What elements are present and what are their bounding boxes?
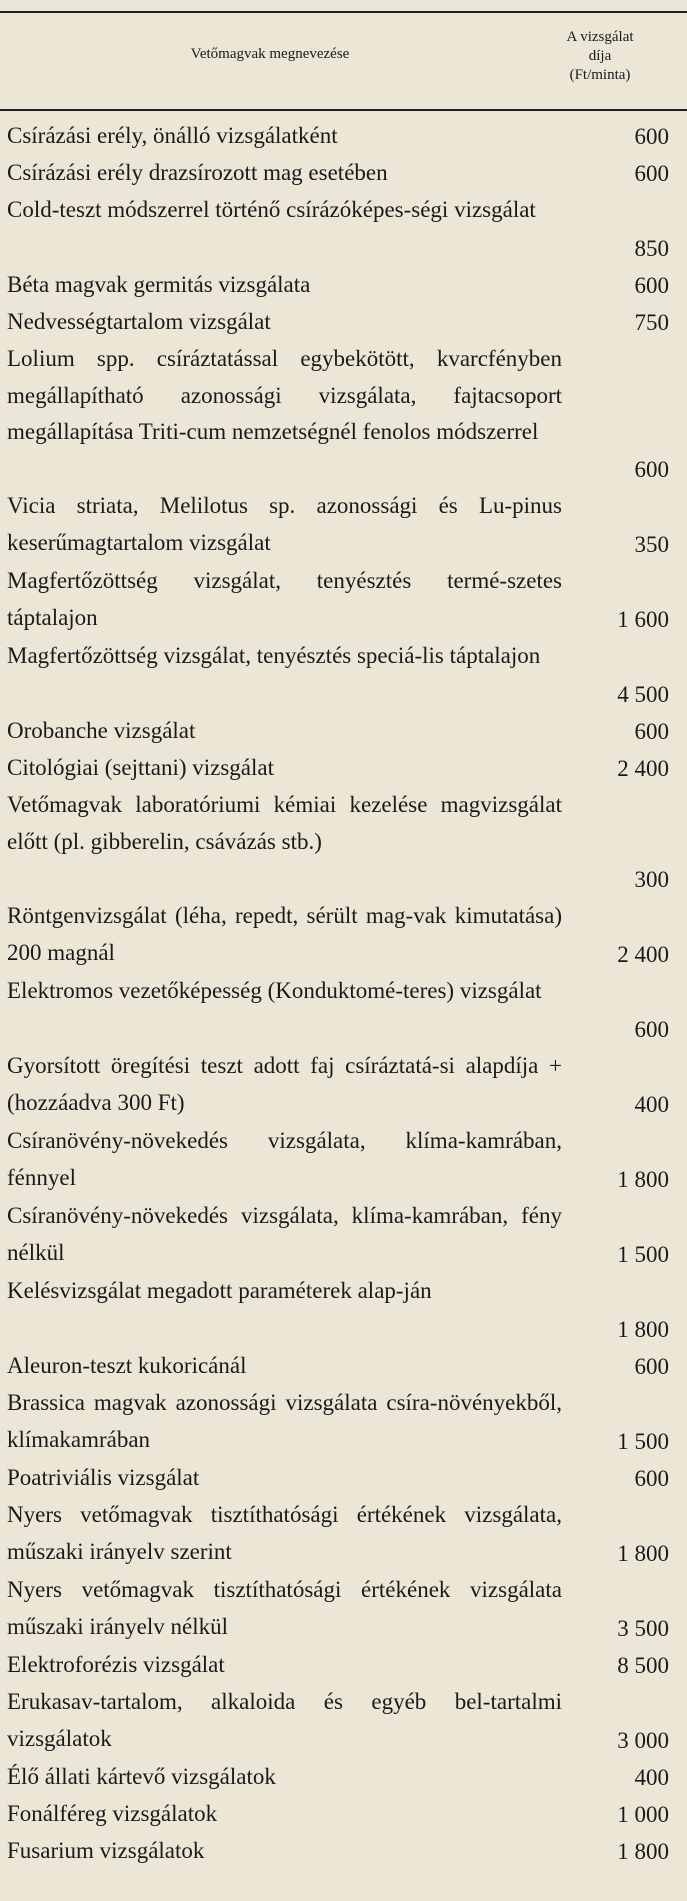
row-name: Csírázási erély, önálló vizsgálatként bbox=[7, 123, 338, 148]
row-name: Fusarium vizsgálatok bbox=[7, 1838, 205, 1863]
table-row bbox=[0, 638, 687, 713]
table-row bbox=[0, 1497, 687, 1572]
row-name: Elektromos vezetőképesség (Konduktomé-teres) vizsgálat bbox=[7, 978, 542, 1003]
row-name: Cold-teszt módszerrel történő csírázóképes-ségi vizsgálat bbox=[7, 197, 536, 222]
row-name: Röntgenvizsgálat (léha, repedt, sérült mag-vak kimutatása) 200 magnál bbox=[7, 903, 562, 965]
table-row bbox=[0, 1385, 687, 1460]
row-fee: 1 500 bbox=[617, 1429, 669, 1454]
table-row bbox=[0, 1572, 687, 1647]
row-fee: 1 800 bbox=[617, 1839, 669, 1864]
column-header-fee-line3: (Ft/minta) bbox=[569, 67, 631, 83]
column-header-fee-line2: díja bbox=[588, 48, 612, 64]
table-top-rule bbox=[0, 11, 687, 13]
row-fee: 600 bbox=[634, 124, 669, 149]
table-row bbox=[0, 267, 687, 304]
row-fee: 1 800 bbox=[617, 1541, 669, 1566]
table-row bbox=[0, 1273, 687, 1348]
table-row bbox=[0, 1833, 687, 1870]
table-row bbox=[0, 1048, 687, 1123]
table-row bbox=[0, 118, 687, 155]
row-name: Erukasav-tartalom, alkaloida és egyéb bel-tartalmi vizsgálatok bbox=[7, 1689, 562, 1751]
table-row bbox=[0, 155, 687, 192]
table-row bbox=[0, 1348, 687, 1385]
row-name: Brassica magvak azonossági vizsgálata csíra-növényekből, klímakamrában bbox=[7, 1390, 562, 1452]
row-name: Lolium spp. csíráztatással egybekötött, kvarcfényben megállapítható azonossági vizsgálata, fajtacsoport megállapítása Triti-cum nemzetségnél fenolos módszerrel bbox=[7, 346, 562, 444]
row-name: Béta magvak germitás vizsgálata bbox=[7, 272, 311, 297]
table-row bbox=[0, 304, 687, 341]
table-row bbox=[0, 1198, 687, 1273]
row-name: Nyers vetőmagvak tisztíthatósági értékének vizsgálata, műszaki irányelv szerint bbox=[7, 1502, 562, 1564]
row-fee: 8 500 bbox=[617, 1653, 669, 1678]
row-fee: 400 bbox=[634, 1765, 669, 1790]
row-name: Orobanche vizsgálat bbox=[7, 718, 196, 743]
row-fee: 4 500 bbox=[617, 682, 669, 707]
column-header-name: Vetőmagvak megnevezése bbox=[190, 46, 350, 62]
table-row bbox=[0, 1460, 687, 1497]
row-name: Nyers vetőmagvak tisztíthatósági értékének vizsgálata műszaki irányelv nélkül bbox=[7, 1577, 562, 1639]
row-fee: 600 bbox=[634, 161, 669, 186]
row-name: Vetőmagvak laboratóriumi kémiai kezelése magvizsgálat előtt (pl. gibberelin, csávázás stb.) bbox=[7, 792, 562, 854]
row-name: Csírázási erély drazsírozott mag esetében bbox=[7, 160, 388, 185]
column-header-fee bbox=[535, 28, 665, 85]
row-name: Poatriviális vizsgálat bbox=[7, 1465, 200, 1490]
row-name: Gyorsított öregítési teszt adott faj csíráztatá-si alapdíja + (hozzáadva 300 Ft) bbox=[7, 1053, 562, 1115]
row-fee: 750 bbox=[634, 310, 669, 335]
row-fee: 1 000 bbox=[617, 1802, 669, 1827]
row-name: Nedvességtartalom vizsgálat bbox=[7, 309, 271, 334]
table-row bbox=[0, 898, 687, 973]
table-row bbox=[0, 1123, 687, 1198]
row-fee: 1 500 bbox=[617, 1242, 669, 1267]
table-body bbox=[0, 118, 687, 1870]
header-separator-rule bbox=[0, 109, 687, 111]
row-fee: 1 600 bbox=[617, 607, 669, 632]
row-fee: 2 400 bbox=[617, 942, 669, 967]
row-fee: 400 bbox=[634, 1092, 669, 1117]
row-fee: 300 bbox=[634, 867, 669, 892]
row-fee: 850 bbox=[634, 236, 669, 261]
row-fee: 350 bbox=[634, 532, 669, 557]
row-name: Vicia striata, Melilotus sp. azonossági és Lu-pinus keserűmagtartalom vizsgálat bbox=[7, 493, 562, 555]
row-fee: 600 bbox=[634, 457, 669, 482]
row-fee: 600 bbox=[634, 273, 669, 298]
row-name: Csíranövény-növekedés vizsgálata, klíma-kamrában, fény nélkül bbox=[7, 1203, 562, 1265]
row-fee: 1 800 bbox=[617, 1317, 669, 1342]
row-name: Magfertőzöttség vizsgálat, tenyésztés termé-szetes táptalajon bbox=[7, 568, 562, 630]
table-row bbox=[0, 488, 687, 563]
row-name: Élő állati kártevő vizsgálatok bbox=[7, 1764, 276, 1789]
table-row bbox=[0, 1684, 687, 1759]
row-name: Magfertőzöttség vizsgálat, tenyésztés speciá-lis táptalajon bbox=[7, 643, 541, 668]
table-row bbox=[0, 192, 687, 267]
row-name: Fonálféreg vizsgálatok bbox=[7, 1801, 218, 1826]
row-name: Aleuron-teszt kukoricánál bbox=[7, 1353, 247, 1378]
row-fee: 3 500 bbox=[617, 1616, 669, 1641]
row-fee: 600 bbox=[634, 719, 669, 744]
row-name: Elektroforézis vizsgálat bbox=[7, 1652, 225, 1677]
table-row bbox=[0, 713, 687, 750]
table-row bbox=[0, 341, 687, 488]
table-row bbox=[0, 563, 687, 638]
row-fee: 600 bbox=[634, 1017, 669, 1042]
table-row bbox=[0, 973, 687, 1048]
row-name: Citológiai (sejttani) vizsgálat bbox=[7, 755, 274, 780]
table-row bbox=[0, 1796, 687, 1833]
column-header-fee-line1: A vizsgálat bbox=[566, 29, 634, 45]
row-name: Csíranövény-növekedés vizsgálata, klíma-kamrában, fénnyel bbox=[7, 1128, 562, 1190]
table-row bbox=[0, 787, 687, 898]
row-name: Kelésvizsgálat megadott paraméterek alap-ján bbox=[7, 1278, 432, 1303]
row-fee: 1 800 bbox=[617, 1167, 669, 1192]
table-row bbox=[0, 1759, 687, 1796]
row-fee: 3 000 bbox=[617, 1728, 669, 1753]
row-fee: 600 bbox=[634, 1354, 669, 1379]
row-fee: 2 400 bbox=[617, 756, 669, 781]
table-row bbox=[0, 750, 687, 787]
table-row bbox=[0, 1647, 687, 1684]
row-fee: 600 bbox=[634, 1466, 669, 1491]
